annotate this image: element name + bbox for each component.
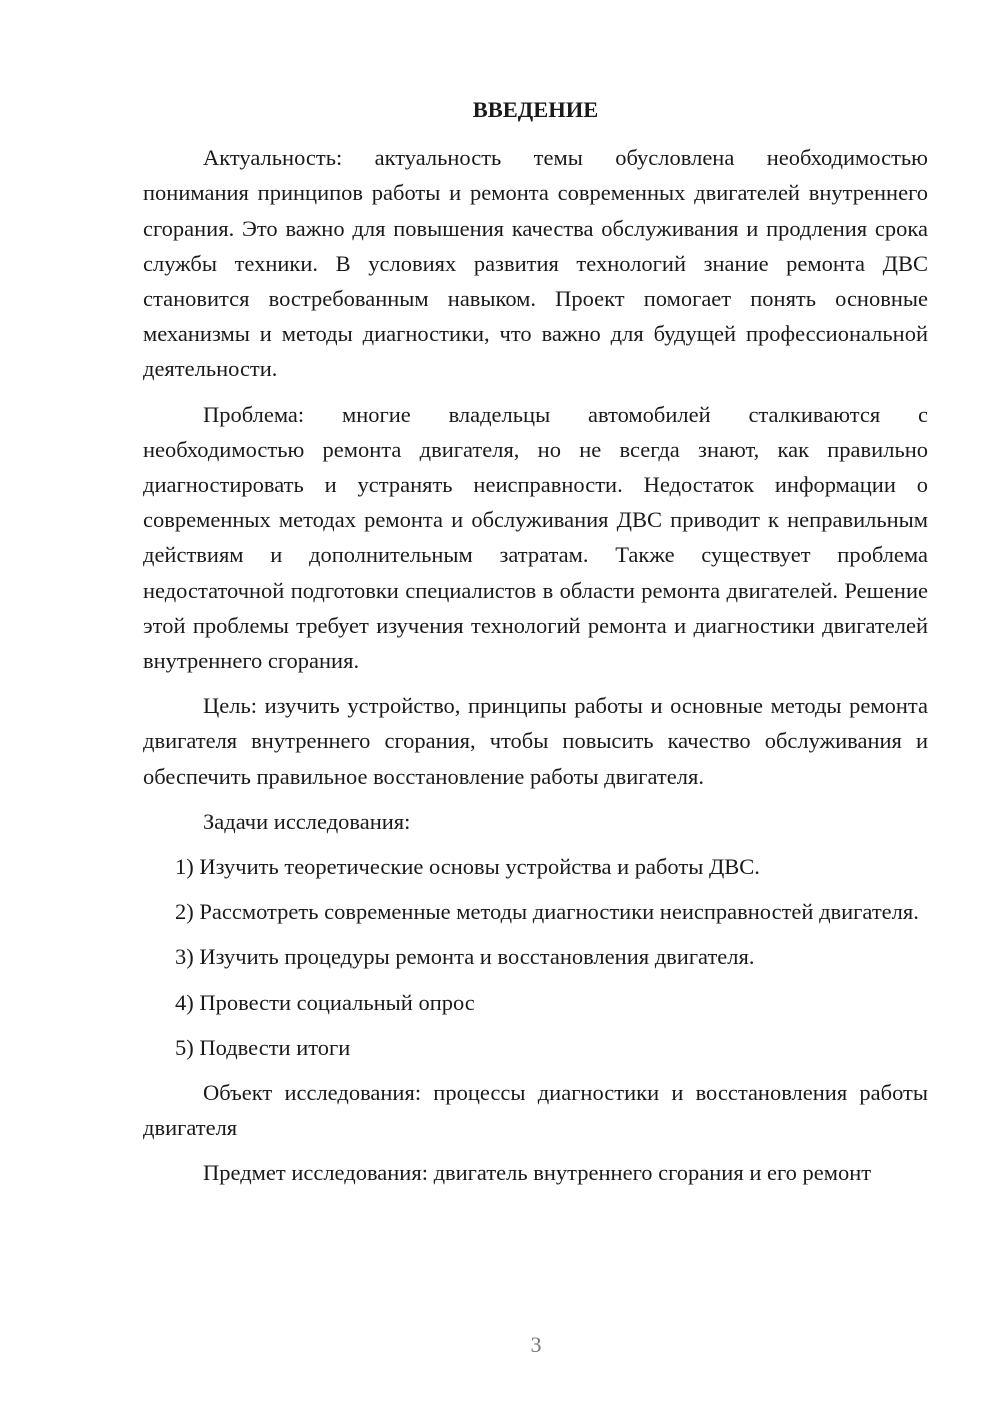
task-item: 3) Изучить процедуры ремонта и восстановления двигателя. [175,944,755,970]
task-item: 2) Рассмотреть современные методы диагностики неисправностей двигателя. [175,899,919,925]
page-number: 3 [530,1332,542,1357]
relevance-paragraph: Актуальность: актуальность темы обусловлена необходимостью понимания принципов работы и ремонта современных двигателей внутреннего сгорания. Это важно для повышения качества обслуживания и продления срока службы техники. В условиях развития технологий знание ремонта ДВС становится востребованным навыком. Проект помогает понять основные механизмы и методы диагностики, что важно для будущей профессиональной деятельности. [143,145,928,382]
goal-paragraph: Цель: изучить устройство, принципы работы и основные методы ремонта двигателя внутреннего сгорания, чтобы повысить качество обслуживания и обеспечить правильное восстановление работы двигателя. [143,693,928,789]
tasks-heading: Задачи исследования: [203,808,411,834]
page-content [143,92,928,1201]
research-subject-paragraph: Предмет исследования: двигатель внутреннего сгорания и его ремонт [203,1160,872,1186]
research-object-paragraph: Объект исследования: процессы диагностики и восстановления работы двигателя [143,1080,928,1141]
task-item: 5) Подвести итоги [175,1034,351,1060]
problem-paragraph: Проблема: многие владельцы автомобилей сталкиваются с необходимостью ремонта двигателя, но не всегда знают, как правильно диагностировать и устранять неисправности. Недостаток информации о современных методах ремонта и обслуживания ДВС приводит к неправильным действиям и дополнительным затратам. Также существует проблема недостаточной подготовки специалистов в области ремонта двигателей. Решение этой проблемы требует изучения технологий ремонта и диагностики двигателей внутреннего сгорания. [143,401,928,674]
section-title: ВВЕДЕНИЕ [472,97,599,122]
task-item: 4) Провести социальный опрос [175,989,475,1015]
task-item: 1) Изучить теоретические основы устройства и работы ДВС. [175,854,760,880]
